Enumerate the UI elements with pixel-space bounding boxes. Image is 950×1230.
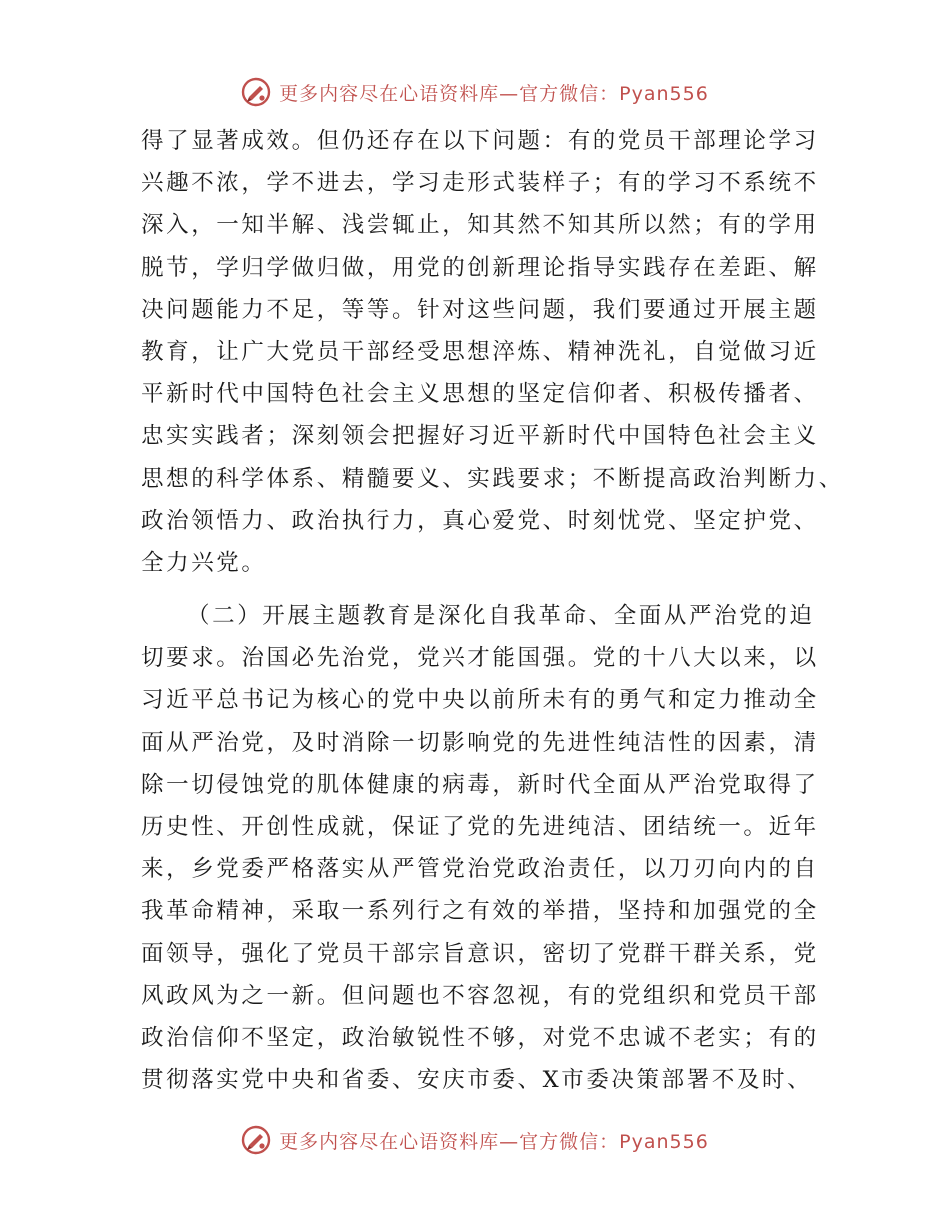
text-line: 兴趣不浓，学不进去，学习走形式装样子；有的学习不系统不 [141,170,819,197]
document-body [141,120,844,1101]
text-line: 历史性、开创性成就，保证了党的先进纯洁、团结统一。近年 [141,814,819,840]
wechat-id: Pyan556 [619,1130,709,1153]
text-line: 教育，让广大党员干部经受思想淬炼、精神洗礼，自觉做习近 [141,338,819,365]
banner-slogan: 更多内容尽在心语资料库—官方微信： [279,82,620,105]
text-line: （二）开展主题教育是深化自我革命、全面从严治党的迫 [187,603,815,630]
banner-slogan: 更多内容尽在心语资料库—官方微信： [279,1130,620,1153]
text-line: 我革命精神，采取一系列行之有效的举措，坚持和加强党的全 [141,898,819,925]
text-line: 除一切侵蚀党的肌体健康的病毒，新时代全面从严治党取得了 [141,771,819,798]
text-line: 切要求。治国必先治党，党兴才能国强。党的十八大以来，以 [141,645,819,672]
banner-text [279,1127,709,1154]
text-line: 得了显著成效。但仍还存在以下问题：有的党员干部理论学习 [141,128,819,154]
wechat-id: Pyan556 [619,82,709,105]
footer-banner [0,1120,950,1160]
header-banner [0,72,950,112]
text-line: 深入，一知半解、浅尝辄止，知其然不知其所以然；有的学用 [141,212,819,239]
text-line: 决问题能力不足，等等。针对这些问题，我们要通过开展主题 [141,296,819,323]
text-line: 风政风为之一新。但问题也不容忽视，有的党组织和党员干部 [141,982,819,1009]
text-line: 来，乡党委严格落实从严管党治党政治责任，以刀刃向内的自 [141,856,819,883]
text-line: 面从严治党，及时消除一切影响党的先进性纯洁性的因素，清 [141,729,819,756]
text-line: 全力兴党。 [141,549,267,576]
text-line: 平新时代中国特色社会主义思想的坚定信仰者、积极传播者、 [141,381,819,408]
paragraph [141,595,831,1101]
text-line: 面领导，强化了党员干部宗旨意识，密切了党群干群关系，党 [141,940,819,967]
paragraph [141,120,844,584]
banner-text [279,79,709,106]
text-line: 忠实实践者；深刻领会把握好习近平新时代中国特色社会主义 [141,423,819,450]
text-line: 贯彻落实党中央和省委、安庆市委、X市委决策部署不及时、 [141,1067,813,1094]
text-line: 习近平总书记为核心的党中央以前所未有的勇气和定力推动全 [141,687,819,714]
text-line: 政治信仰不坚定，政治敏锐性不够，对党不忠诚不老实；有的 [141,1024,819,1051]
scroll-pen-logo-icon [241,77,271,107]
text-line: 政治领悟力、政治执行力，真心爱党、时刻忧党、坚定护党、 [141,507,819,534]
text-line: 脱节，学归学做归做，用党的创新理论指导实践存在差距、解 [141,254,819,281]
text-line: 思想的科学体系、精髓要义、实践要求；不断提高政治判断力、 [141,465,844,492]
scroll-pen-logo-icon [241,1125,271,1155]
